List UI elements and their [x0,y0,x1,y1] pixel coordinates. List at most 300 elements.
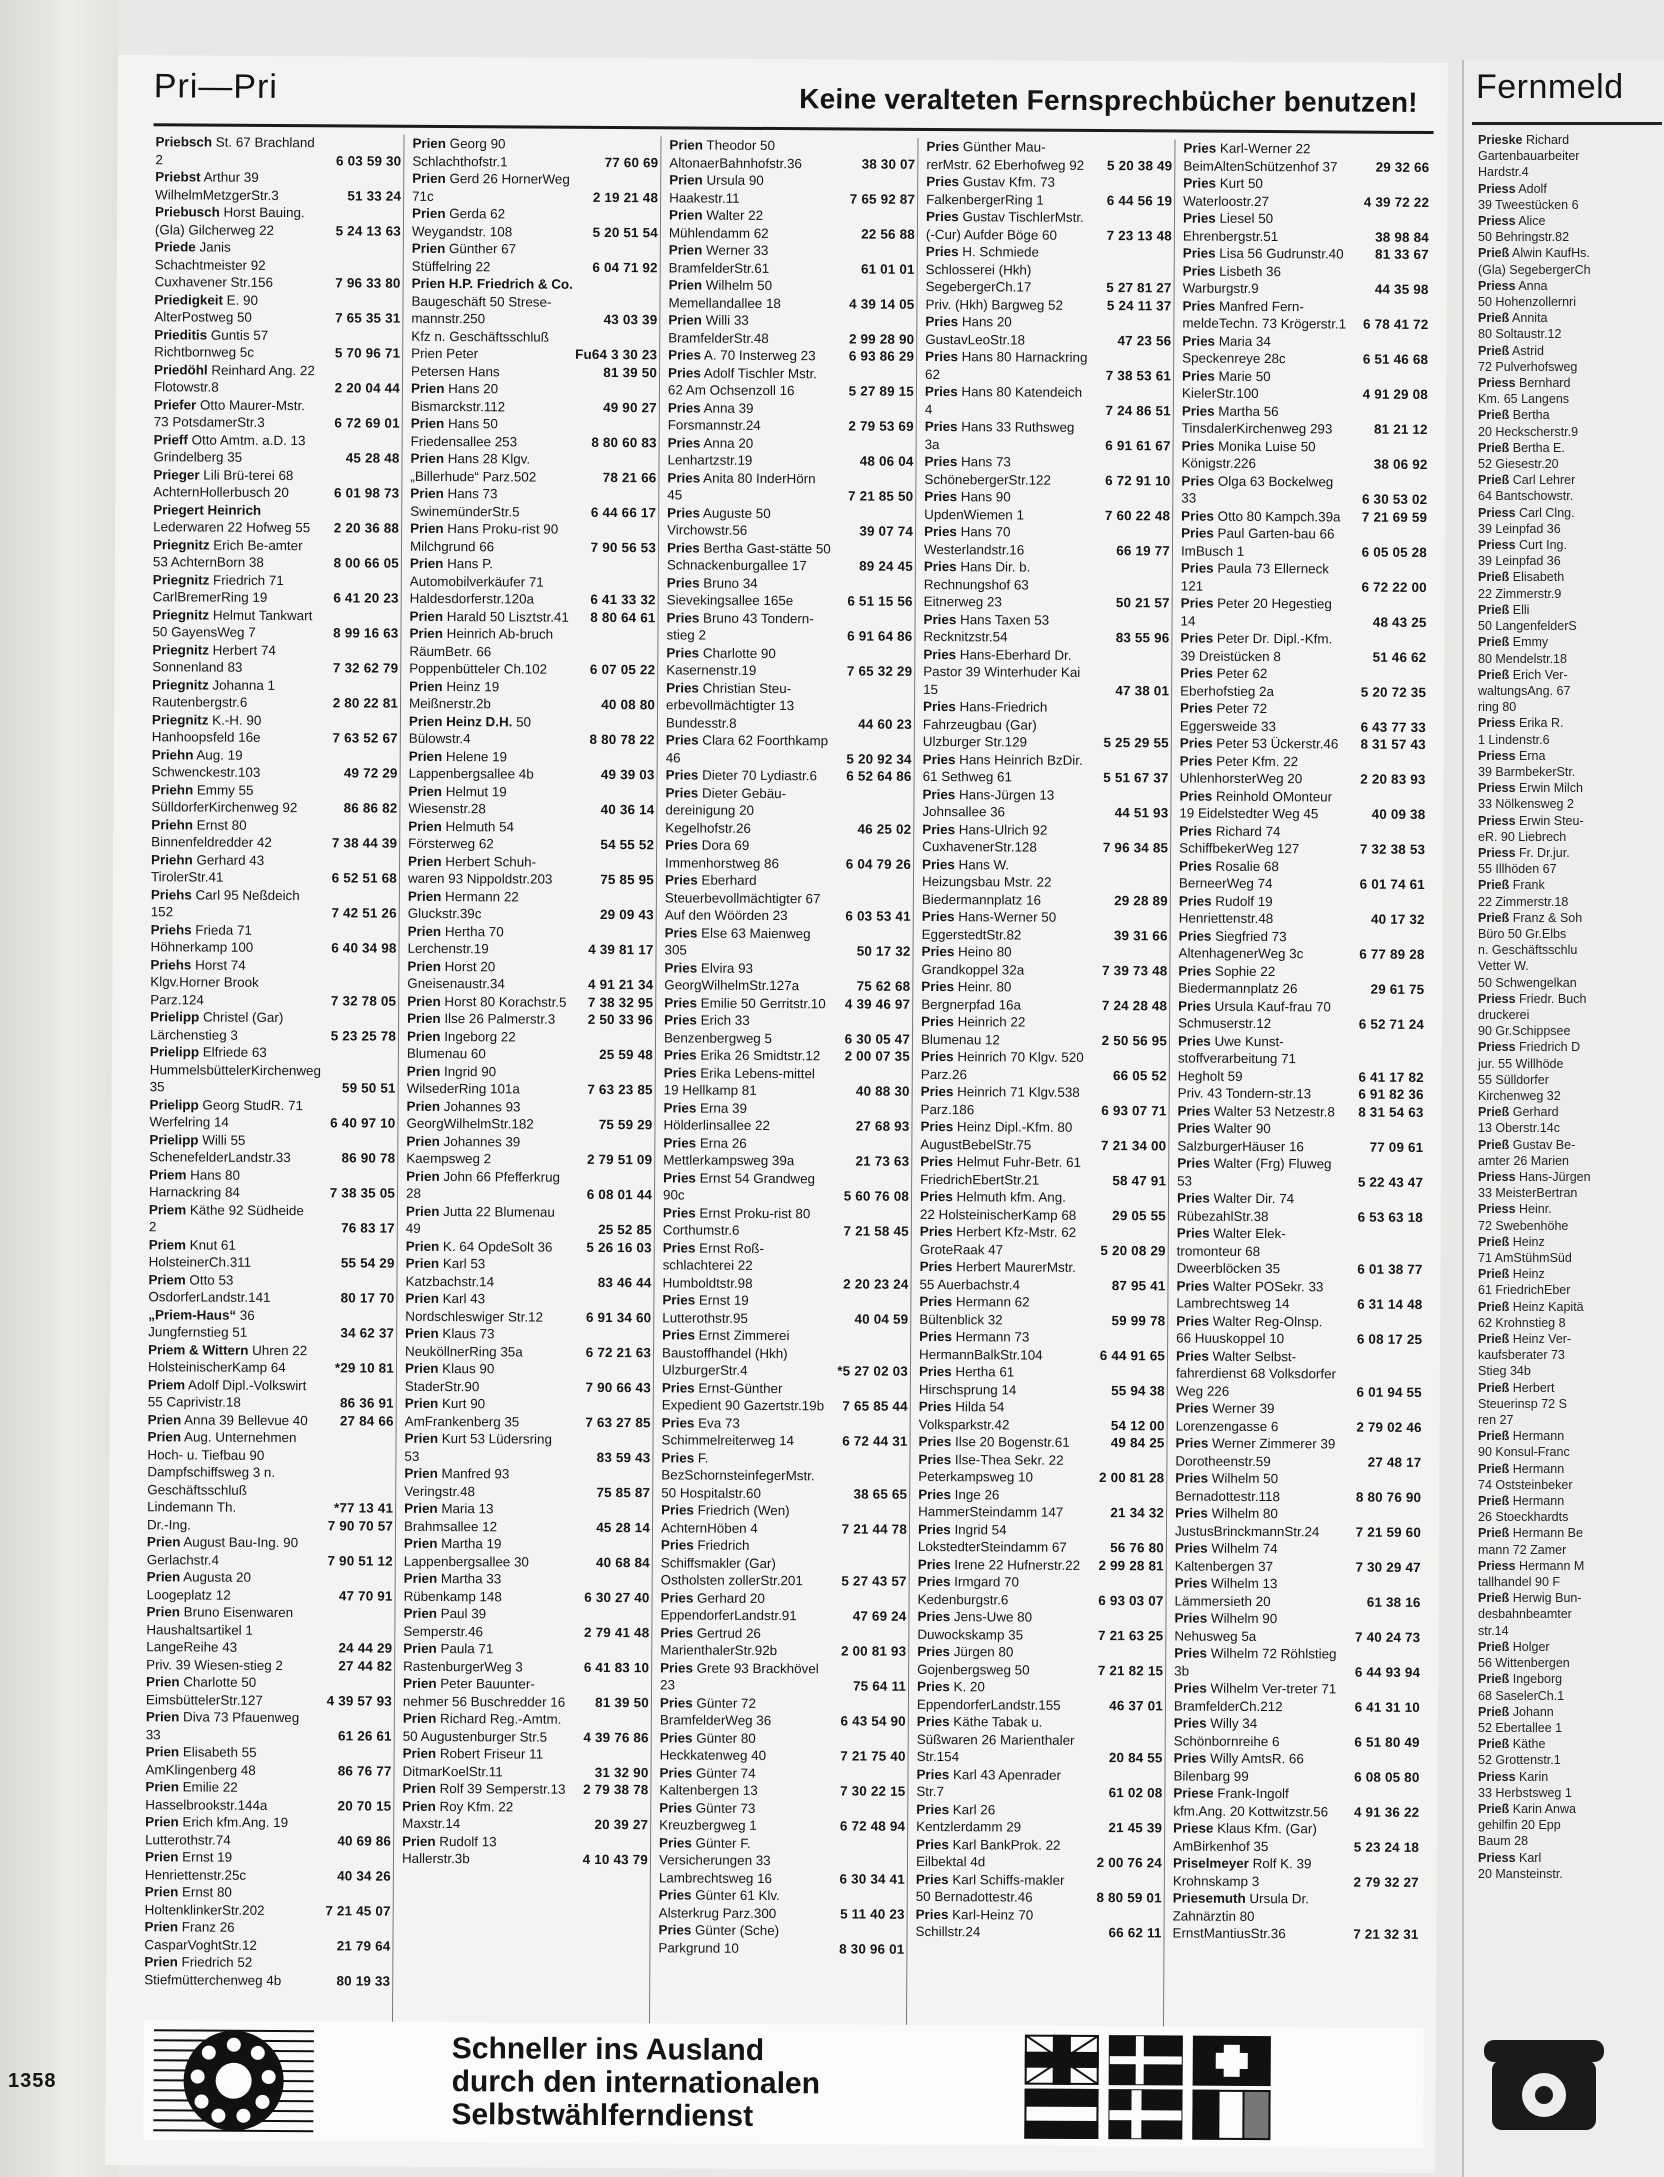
phone-number: 8 80 78 22 [589,731,655,748]
adjacent-subscriber-details: amter 26 Marien [1478,1153,1570,1168]
phone-number: 7 90 51 12 [327,1552,393,1569]
subscriber-details: Erna 26 Mettlerkampsweg 39a [663,1135,795,1169]
subscriber-name: Pries [923,611,957,627]
adjacent-subscriber-details: Erika R. [1515,716,1564,731]
subscriber-name: Pries [1174,1575,1208,1591]
subscriber-name: Pries [659,1799,693,1816]
adjacent-page-line [1478,683,1664,699]
subscriber-details: Günter 72 BramfelderWeg 36 [659,1695,772,1729]
listing-entry [923,645,1169,699]
listing-entry [155,238,401,292]
subscriber-details: Willi 33 BramfelderStr.48 [668,312,769,346]
phone-number: 40 68 84 [596,1554,650,1570]
subscriber-details: Inge 26 HammerSteindamm 147 [918,1486,1064,1520]
advert-line-3: Selbstwählferndienst [451,2098,754,2133]
listing-entry [925,418,1171,455]
phone-number: 6 03 59 30 [336,152,402,169]
subscriber-name: Prien [403,1675,437,1691]
adjacent-subscriber-details: 39 Leinpfad 36 [1478,554,1561,569]
phone-number: 59 99 78 [1111,1312,1166,1328]
subscriber-name: Pries [659,1694,693,1711]
phone-number: 40 36 14 [600,801,655,818]
adjacent-subscriber-details: Karin [1515,1769,1549,1784]
subscriber-name: Pries [658,1887,692,1903]
phone-number: 77 60 69 [604,154,659,170]
adjacent-subscriber-details: 74 Oststeinbeker [1478,1477,1573,1492]
subscriber-details: Heinz 19 Meißnerstr.2b [408,678,500,712]
phone-number: 7 21 75 40 [840,1748,906,1764]
phone-number: 21 34 32 [1110,1505,1165,1521]
listing-entry [412,205,658,242]
subscriber-name: Pries [926,138,960,155]
subscriber-name: Priehs [150,956,192,972]
adjacent-subscriber-details: Käthe [1509,1737,1546,1752]
subscriber-details: Heino 80 Grandkoppel 32a [921,944,1025,978]
adjacent-page-line [1478,861,1664,877]
subscriber-name: Pries [666,609,700,626]
advert-line-2: durch den internationalen [451,2065,821,2101]
subscriber-details: Franz 26 CasparVoghtStr.12 [144,1919,257,1953]
subscriber-name: Pries [664,872,698,888]
phone-number: 5 23 25 78 [330,1027,397,1044]
listing-entry [669,136,915,173]
subscriber-name: Prien [402,1798,436,1814]
subscriber-details: Heinrich 70 Klgv. 520 Parz.26 [920,1049,1084,1082]
adjacent-page-list [1478,132,1664,1882]
subscriber-name: Pries [1175,1470,1209,1486]
phone-number: 2 79 53 69 [848,418,914,434]
phone-number: 5 20 72 35 [1360,684,1427,700]
subscriber-details: Ernst 54 Grandweg 90c [663,1170,816,1203]
subscriber-name: Prien Heinz D.H. [408,713,513,729]
subscriber-details: Willy 34 Schönbornreihe 6 [1173,1715,1280,1749]
subscriber-details: Anna 20 Lenhartzstr.19 [667,435,754,468]
subscriber-name: Prien [410,520,444,536]
listing-entry [407,957,653,994]
subscriber-name: Pries [925,348,958,365]
adjacent-page-line [1478,1347,1664,1363]
listing-entry [1181,525,1427,562]
adjacent-page-line [1478,715,1664,731]
subscriber-details: Gertrud 26 MarienthalerStr.92b [660,1625,778,1659]
subscriber-name: Pries [920,1083,954,1100]
phone-number: 6 30 27 40 [584,1589,650,1605]
phone-number: 7 21 32 31 [1353,1926,1419,1942]
subscriber-name: Prien [407,1010,441,1026]
adjacent-page-line [1478,1185,1664,1201]
subscriber-details: Rudolf 13 Hallerstr.3b [401,1833,497,1867]
listing-entry [660,1624,906,1661]
subscriber-details: Hans Heinrich BzDir. 61 Sethweg 61 [922,751,1083,785]
listing-entry [1174,1644,1420,1681]
adjacent-subscriber-details: Heinz [1509,1234,1545,1249]
phone-number: 44 60 23 [858,716,912,732]
subscriber-details: Günter F. Versicherungen 33 Lambrechtsweg 16 [658,1835,773,1886]
phone-number: 75 62 68 [856,978,911,994]
subscriber-details: Herbert Kfz-Mstr. 62 GroteRaak 47 [919,1224,1077,1257]
subscriber-details: Peter 53 Ückerstr.46 [1212,735,1339,752]
subscriber-name: Priedöhl [154,361,208,378]
subscriber-name: Pries [667,504,701,521]
phone-number: 6 52 64 86 [846,768,912,784]
phone-number: 6 51 15 56 [847,593,913,609]
subscriber-details: Else 63 Maienweg 305 [664,925,811,958]
listing-entry [1183,140,1429,177]
subscriber-details: H. Schmiede Schlosserei (Hkh) SegebergerCh.17 [925,244,1040,295]
listing-entry [145,1778,391,1815]
subscriber-details: Horst 20 Gneisenaustr.34 [407,958,505,992]
adjacent-page-line [1478,1671,1664,1687]
subscriber-details: Hans 20 GustavLeoStr.18 [925,314,1026,348]
subscriber-details: Hans 50 Friedensallee 253 [410,415,518,449]
phone-number: 27 84 66 [339,1412,394,1429]
subscriber-details: Hans 80 Harnackring 62 [925,349,1088,382]
subscriber-details: Ilse-Thea Sekr. 22 Peterkampsweg 10 [918,1451,1064,1485]
adjacent-subscriber-name: Prieß [1478,602,1510,617]
subscriber-name: Prien [405,1325,439,1341]
listing-entry [669,171,915,208]
subscriber-details: Erika 26 Smidtstr.12 [696,1047,821,1064]
adjacent-page-line [1478,1769,1664,1785]
listing-entry [664,1046,910,1065]
adjacent-subscriber-details: 62 Krohnstieg 8 [1478,1315,1566,1330]
subscriber-name: Prien [404,1430,439,1446]
subscriber-details: Uwe Kunst-stoffverarbeitung 71 Hegholt 59 [1177,1033,1297,1084]
phone-number: 6 72 22 00 [1361,579,1427,595]
subscriber-details: Priv. 43 Tondern-str.13 [1177,1085,1312,1102]
subscriber-name: Prien [409,625,444,641]
subscriber-details: Aug. Unternehmen Hoch- u. Tiefbau 90 Dampfschiffsweg 3 n. Geschäftsschluß Lindemann Th. [147,1429,297,1515]
subscriber-name: Pries [1176,1225,1210,1241]
phone-number: 47 23 56 [1117,332,1172,348]
adjacent-page-line [1478,732,1664,748]
adjacent-page-line [1478,1023,1664,1039]
phone-number: 6 72 21 63 [585,1344,652,1360]
subscriber-details: Wilhelm 80 JustusBrinckmannStr.24 [1174,1505,1320,1539]
adjacent-page-line [1478,359,1664,375]
subscriber-details: Karl 43 Apenrader Str.7 [916,1766,1061,1800]
subscriber-details: Erich Be-amter 53 AchternBorn 38 [152,537,303,570]
adjacent-subscriber-name: Priess [1478,1202,1516,1217]
subscriber-details: Herbert 74 Sonnenland 83 [152,642,276,675]
adjacent-page-line [1478,424,1664,440]
subscriber-name: Pries [919,1328,952,1345]
subscriber-name: Pries [917,1573,951,1590]
listing-entry [410,520,656,557]
subscriber-name: Prien [410,450,445,466]
adjacent-page-line [1478,1315,1664,1331]
listing-entry [407,1062,653,1099]
listing-entry [410,607,656,626]
adjacent-page-line [1478,1850,1664,1866]
subscriber-details: Martha 19 Lappenbergsallee 30 [403,1535,529,1570]
subscriber-details: Elfriede 63 HummelsbüttelerKirchenweg 35 [149,1044,322,1095]
subscriber-details: K. 64 OpdeSolt 36 [439,1238,553,1255]
listing-entry [1176,1347,1422,1401]
subscriber-details: Rolf 39 Semperstr.13 [435,1780,566,1797]
adjacent-subscriber-name: Priess [1478,505,1516,520]
adjacent-subscriber-name: Priess [1478,1558,1516,1573]
adjacent-subscriber-details: Hermann [1509,1494,1565,1509]
adjacent-page-line [1478,1412,1664,1428]
listing-entry [922,785,1168,822]
listing-entry [408,852,654,889]
phone-number: 6 72 48 94 [839,1818,906,1834]
subscriber-name: Prien [669,172,703,188]
subscriber-name: Prieditis [154,326,208,343]
subscriber-name: Priebst [155,169,201,185]
subscriber-name: Pries [1181,525,1214,541]
subscriber-name: Prien [409,608,444,624]
listing-entry [923,610,1169,647]
listing-entry [659,1799,905,1836]
subscriber-name: Priehn [151,781,194,797]
subscriber-details: F. BezSchornsteinfegerMstr. 50 Hospitalstr.60 [661,1450,815,1501]
subscriber-details: Karl 43 Nordschleswiger Str.12 [405,1290,544,1325]
adjacent-page-line [1478,1801,1664,1817]
subscriber-name: Priegnitz [152,536,210,553]
phone-number: 87 95 41 [1111,1277,1166,1293]
phone-number: 77 09 61 [1369,1139,1424,1155]
phone-number: 27 44 82 [338,1657,393,1674]
phone-number: 2 00 81 28 [1098,1470,1165,1486]
listing-entry [151,781,397,818]
adjacent-page [1462,60,1664,2177]
subscriber-details: Willy AmtsR. 66 Bilenbarg 99 [1173,1750,1304,1784]
subscriber-details: Ernst 19 Henriettenstr.25c [144,1849,247,1883]
adjacent-subscriber-details: Friedrich D [1515,1040,1581,1055]
adjacent-subscriber-details: Franz & Soh [1509,910,1583,925]
listing-entry [922,820,1168,857]
listing-entry [1177,1224,1423,1278]
subscriber-details: Theodor 50 AltonaerBahnhofstr.36 [669,137,802,171]
phone-number: 47 70 91 [338,1587,393,1604]
subscriber-details: Horst 80 Korachstr.5 [440,993,567,1010]
phone-number: 7 65 32 29 [846,663,913,679]
subscriber-name: Priese [1173,1785,1214,1801]
listing-entry [403,1605,649,1642]
subscriber-name: Pries [921,1013,954,1030]
adjacent-page-line [1478,521,1664,537]
adjacent-subscriber-details: 80 Mendelstr.18 [1478,651,1567,666]
listing-entry [659,1834,905,1888]
listing-entry [1181,560,1427,597]
adjacent-subscriber-details: tallhandel 90 F [1478,1575,1561,1590]
phone-number: 2 99 28 81 [1098,1557,1164,1573]
phone-number: 46 37 01 [1109,1697,1163,1713]
adjacent-subscriber-details: Bertha E. [1509,440,1565,455]
subscriber-name: Prien [407,923,442,939]
listing-entry [1174,1679,1420,1716]
subscriber-name: Pries [915,1871,949,1887]
subscriber-name: Pries [664,994,698,1011]
subscriber-name: Prien [403,1605,438,1621]
phone-number: 43 03 39 [603,311,658,328]
adjacent-page-line [1478,1558,1664,1574]
phone-number: 2 00 76 24 [1096,1855,1163,1871]
listing-entry [920,1223,1166,1260]
listing-entry [665,784,911,838]
subscriber-details: Hermann 73 HermannBalkStr.104 [919,1329,1043,1363]
phone-number: 29 32 66 [1375,159,1430,175]
phone-number: 7 23 13 48 [1106,227,1172,243]
subscriber-name: Pries [1180,630,1214,646]
listing-entry [919,1293,1165,1330]
phone-number: 4 10 43 79 [582,1851,649,1868]
page-range-header: Pri—Pri [153,67,279,106]
subscriber-name: Prien [404,1500,438,1516]
subscriber-name: Prien [668,207,703,223]
subscriber-name: Prien [410,380,445,397]
subscriber-details: Diva 73 Pfauenweg 33 [145,1709,300,1742]
listing-entry [153,501,399,538]
adjacent-page-line [1478,1785,1664,1801]
phone-number: 6 44 93 94 [1354,1664,1421,1680]
adjacent-subscriber-details: 61 FriedrichEber [1478,1283,1571,1298]
phone-number: 5 24 13 63 [335,222,401,239]
adjacent-page-line [1478,375,1664,391]
subscriber-details: Otto 80 Kampch.39a [1213,508,1341,524]
adjacent-subscriber-details: str.14 [1478,1623,1509,1638]
adjacent-subscriber-name: Prieß [1478,343,1510,358]
subscriber-details: Günther 67 Stüffelring 22 [411,241,517,274]
phone-number: 44 35 98 [1374,281,1429,298]
phone-number: 6 07 05 22 [589,661,656,678]
subscriber-name: Pries [918,1486,952,1502]
listing-entry [924,453,1170,490]
subscriber-details: Hans 90 UpdenWiemen 1 [924,489,1025,523]
listing-entry [1178,997,1424,1034]
phone-number: *77 13 41 [333,1500,394,1516]
subscriber-name: Priehn [151,851,193,867]
phone-number: 6 41 17 82 [1358,1069,1424,1085]
listing-entry [661,1501,907,1538]
phone-number: 40 69 86 [337,1832,392,1849]
listing-entry [155,168,401,205]
adjacent-subscriber-details: Elisabeth [1509,570,1565,585]
phone-number: 61 01 01 [860,261,915,277]
listing-entry [667,539,913,576]
adjacent-subscriber-details: Büro 50 Gr.Elbs [1478,926,1567,941]
adjacent-subscriber-name: Priess [1478,538,1516,553]
phone-number: 20 84 55 [1108,1750,1163,1766]
adjacent-page-line [1478,1525,1664,1541]
adjacent-subscriber-name: Prieß [1478,246,1510,261]
listing-entry [915,1905,1161,1942]
subscriber-details: Hans Proku-rist 90 Milchgrund 66 [409,520,559,554]
subscriber-name: Pries [666,539,700,556]
phone-number: 7 65 35 31 [335,310,401,326]
subscriber-name: Pries [924,488,958,505]
subscriber-name: Pries [925,243,959,260]
listing-entry [659,1764,905,1801]
adjacent-page-line [1478,262,1664,278]
listing-entry [403,1675,649,1712]
listing-entry [1175,1469,1421,1506]
subscriber-name: Prien [145,1709,180,1725]
listing-entry [151,816,397,853]
listing-entry [917,1643,1163,1680]
listing-entry [149,1166,395,1203]
phone-number: 50 17 32 [856,943,911,959]
phone-number: 6 30 53 02 [1361,491,1428,508]
subscriber-details: Otto Maurer-Mstr. 73 PotsdamerStr.3 [153,396,305,430]
listing-entry [1178,927,1424,964]
subscriber-name: Pries [919,1188,953,1205]
subscriber-details: 50 Bülowstr.4 [408,713,532,747]
adjacent-page-line [1478,440,1664,456]
subscriber-name: Priedigkeit [154,291,224,308]
subscriber-name: Pries [1177,1120,1211,1136]
phone-number: 5 20 92 34 [846,750,912,767]
adjacent-subscriber-details: Bernhard [1515,376,1571,391]
phone-number: 8 80 64 61 [590,609,656,625]
subscriber-details: Christel (Gar) Lärchenstieg 3 [149,1009,284,1043]
subscriber-name: Pries [923,558,957,575]
listing-entry [662,1379,908,1416]
subscriber-details: Karl BankProk. 22 Eilbektal 4d [915,1836,1061,1870]
listing-entry [662,1239,908,1293]
adjacent-page-line [1478,1282,1664,1298]
phone-number: 81 33 67 [1375,246,1429,263]
subscriber-name: Pries [668,364,701,381]
phone-number: 54 12 00 [1110,1417,1165,1433]
adjacent-subscriber-name: Prieß [1478,1461,1510,1476]
adjacent-subscriber-name: Prieß [1478,878,1510,893]
adjacent-subscriber-details: Richard [1522,133,1570,147]
subscriber-details: Roy Kfm. 22 Maxstr.14 [402,1798,514,1832]
subscriber-name: Pries [663,1169,696,1186]
phone-number: 2 99 28 90 [848,330,915,347]
phone-number: *5 27 02 03 [837,1363,909,1379]
adjacent-subscriber-name: Prieß [1478,1801,1510,1816]
listing-entry [1182,332,1428,369]
adjacent-subscriber-name: Prieß [1478,408,1510,423]
phone-number: 8 80 59 01 [1096,1890,1162,1906]
phone-number: 54 55 52 [600,836,655,853]
listing-entry [410,555,656,609]
listing-entry [404,1465,650,1502]
subscriber-name: Prien [410,485,444,501]
phone-number: 58 47 91 [1112,1172,1167,1188]
phone-number: 21 73 63 [855,1153,910,1169]
adjacent-subscriber-details: 13 Oberstr.14c [1478,1121,1560,1136]
phone-number: 5 60 76 08 [843,1188,910,1204]
subscriber-details: Monika Luise 50 Königstr.226 [1181,438,1316,471]
listing-entry [1181,507,1427,526]
subscriber-name: „Priem-Haus“ [148,1306,237,1323]
phone-number: 6 44 66 17 [590,504,657,520]
adjacent-subscriber-details: 55 Illhöden 67 [1478,862,1557,877]
listing-entry [1182,367,1428,404]
phone-number: 21 79 64 [336,1937,391,1954]
subscriber-name: Pries [663,1099,697,1116]
subscriber-name: Pries [918,1433,952,1450]
adjacent-subscriber-details: 39 BarmbekerStr. [1478,764,1576,779]
subscriber-name: Prien [405,1290,439,1306]
phone-number: 2 19 21 48 [592,189,659,205]
subscriber-details: Günter 74 Kaltenbergen 13 [659,1765,758,1798]
listing-entry [1180,630,1426,667]
subscriber-details: Bruno 43 Tondern-stieg 2 [666,610,814,643]
subscriber-name: Pries [921,978,955,995]
phone-number: 66 05 52 [1113,1067,1167,1083]
listing-entry [1180,699,1426,736]
listing-entry [153,431,399,468]
listing-entry [1173,1819,1419,1856]
phone-number: 20 39 27 [594,1816,649,1833]
listing-entry [668,364,914,401]
